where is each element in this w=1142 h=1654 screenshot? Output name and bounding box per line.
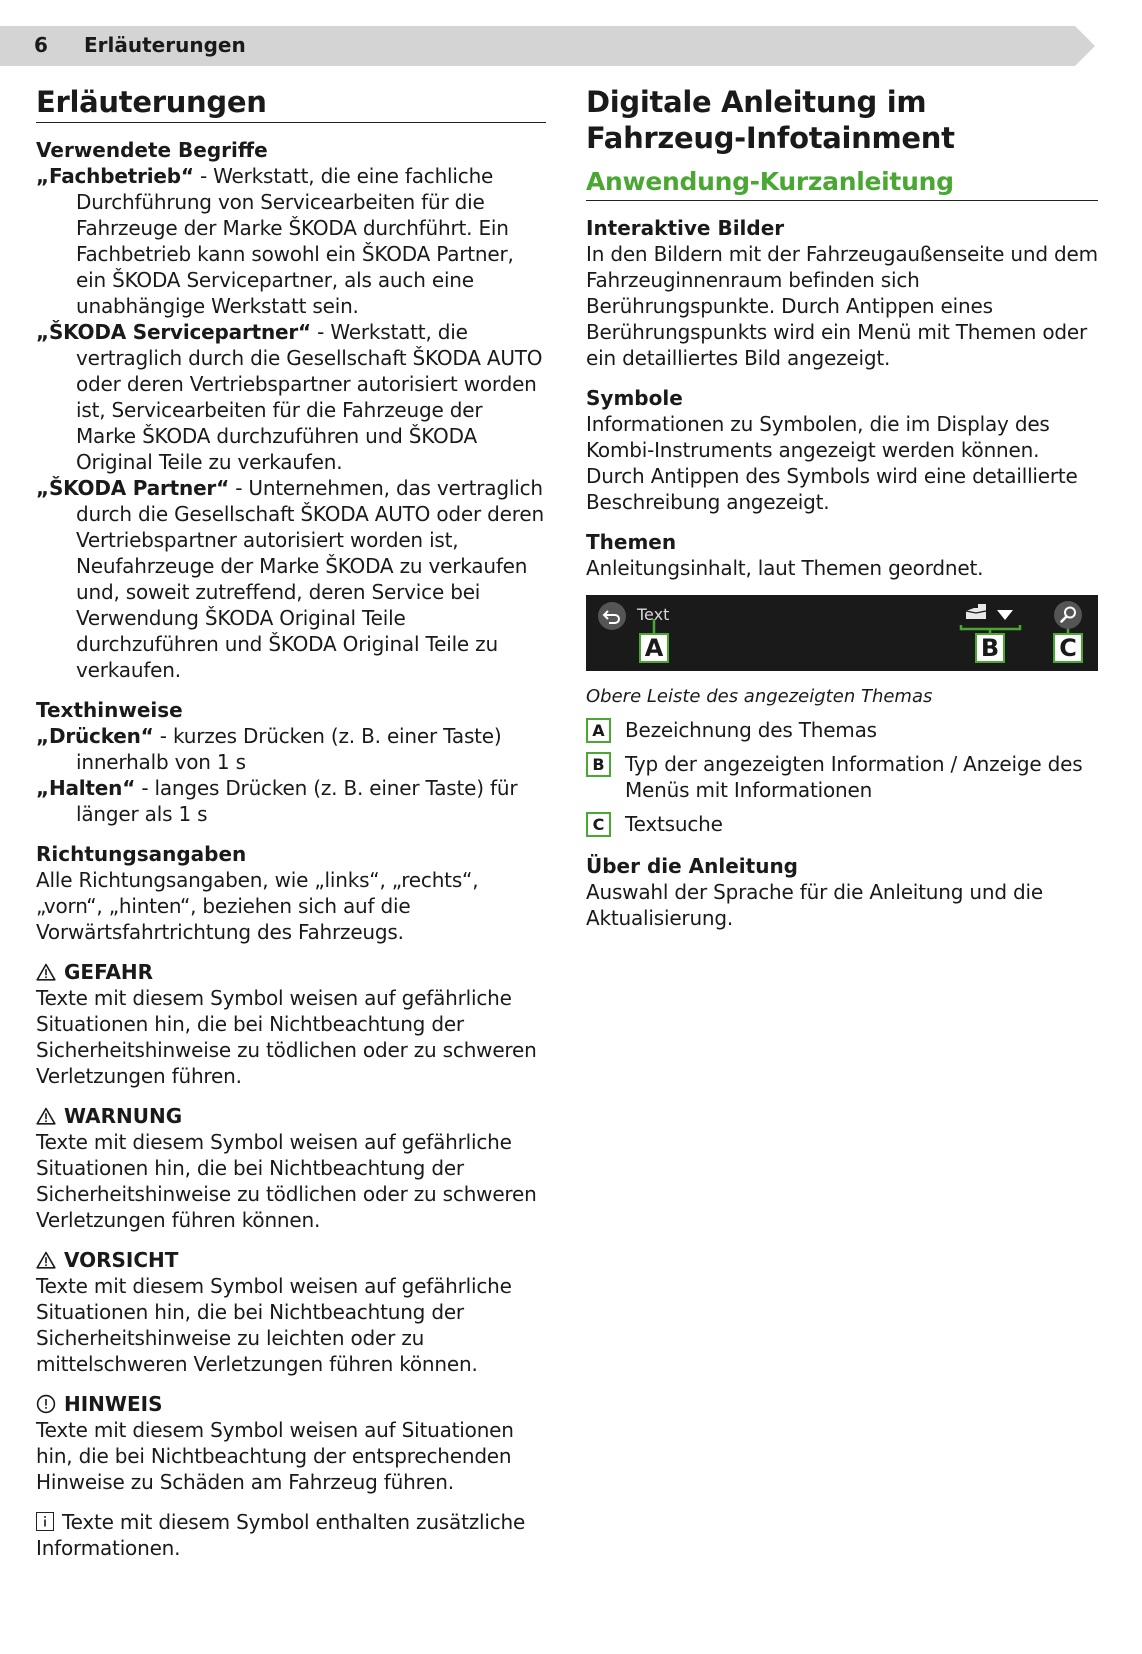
text-hints-section xyxy=(36,697,546,827)
term-text: - Werkstatt, die eine fachliche Durchführung von Servicearbeiten für die Fahrzeuge der Marke ŠKODA durchführt. Ein Fachbetrieb kann sowohl ein ŠKODA Partner, ein ŠKODA Servicepartner, als auch eine unabhängige Werkstatt sein. xyxy=(76,164,514,318)
warning-block xyxy=(36,959,546,1089)
info-type-icon xyxy=(964,603,990,623)
term-label: „ŠKODA Servicepartner“ xyxy=(36,320,311,344)
terms-heading: Verwendete Begriffe xyxy=(36,138,268,162)
running-header-title: Erläuterungen xyxy=(84,33,246,57)
marker-b: B xyxy=(975,633,1005,663)
quick-guide-subtitle: Anwendung-Kurzanleitung xyxy=(586,166,1098,201)
infotainment-top-bar-illustration xyxy=(586,595,1098,671)
digital-manual-title: Digitale Anleitung im Fahrzeug-Infotainment xyxy=(586,85,955,155)
directions-heading: Richtungsangaben xyxy=(36,842,247,866)
topics-section xyxy=(586,529,1098,581)
marker-a: A xyxy=(639,633,669,663)
term-text: - Unternehmen, das vertraglich durch die Gesellschaft ŠKODA AUTO oder deren Vertriebspartner autorisiert worden ist, Neufahrzeuge der Marke ŠKODA zu verkaufen und, soweit zutreffend, deren Service bei Verwendung ŠKODA Original Teile durchzuführen und ŠKODA Original Teile zu verkaufen. xyxy=(76,476,544,682)
notice-text: Texte mit diesem Symbol weisen auf Situationen hin, die bei Nichtbeachtung der entsprechenden Hinweise zu Schäden am Fahrzeug führen. xyxy=(36,1418,514,1494)
directions-text: Alle Richtungsangaben, wie „links“, „rechts“, „vorn“, „hinten“, beziehen sich auf die Vorwärtsfahrtrichtung des Fahrzeugs. xyxy=(36,868,479,944)
section-heading: Symbole xyxy=(586,386,683,410)
hint-label: „Drücken“ xyxy=(36,724,154,748)
legend-key-c: C xyxy=(586,812,611,837)
section-text: Anleitungsinhalt, laut Themen geordnet. xyxy=(586,556,984,580)
marker-c: C xyxy=(1053,633,1083,663)
hint-label: „Halten“ xyxy=(36,776,136,800)
info-note-text: Texte mit diesem Symbol enthalten zusätzliche Informationen. xyxy=(36,1510,526,1560)
term-label: „Fachbetrieb“ xyxy=(36,164,194,188)
term-item xyxy=(36,319,546,475)
interactive-images-section xyxy=(586,215,1098,371)
legend-text: Textsuche xyxy=(625,812,723,836)
page-number: 6 xyxy=(34,33,48,57)
warning-title-gefahr: GEFAHR xyxy=(64,960,154,984)
warning-text: Texte mit diesem Symbol weisen auf gefährliche Situationen hin, die bei Nichtbeachtung der Sicherheitshinweise zu tödlichen oder zu schweren Verletzungen führen. xyxy=(36,986,537,1088)
search-icon xyxy=(1052,599,1084,631)
hint-item xyxy=(36,723,546,775)
warning-text: Texte mit diesem Symbol weisen auf gefährliche Situationen hin, die bei Nichtbeachtung der Sicherheitshinweise zu tödlichen oder zu schweren Verletzungen führen können. xyxy=(36,1130,537,1232)
symbols-section xyxy=(586,385,1098,515)
about-text: Auswahl der Sprache für die Anleitung und die Aktualisierung. xyxy=(586,880,1043,930)
notice-circle-icon xyxy=(36,1394,56,1414)
dropdown-triangle-icon xyxy=(996,609,1014,621)
notice-block xyxy=(36,1391,546,1495)
term-item xyxy=(36,163,546,319)
hint-text: - kurzes Drücken (z. B. einer Taste) innerhalb von 1 s xyxy=(76,724,502,774)
about-heading: Über die Anleitung xyxy=(586,854,798,878)
warning-text: Texte mit diesem Symbol weisen auf gefährliche Situationen hin, die bei Nichtbeachtung der Sicherheitshinweise zu leichten oder zu mittelschweren Verletzungen führen können. xyxy=(36,1274,512,1376)
legend-text: Typ der angezeigten Information / Anzeige des Menüs mit Informationen xyxy=(625,752,1083,802)
warning-triangle-icon xyxy=(36,1107,56,1125)
hint-item xyxy=(36,775,546,827)
legend-key-a: A xyxy=(586,718,611,743)
warning-triangle-icon xyxy=(36,963,56,981)
warning-block xyxy=(36,1247,546,1377)
legend-text: Bezeichnung des Themas xyxy=(625,718,877,742)
right-column xyxy=(586,84,1098,931)
legend-item xyxy=(586,751,1098,803)
hint-text: - langes Drücken (z. B. einer Taste) für länger als 1 s xyxy=(76,776,518,826)
legend-item xyxy=(586,811,1098,837)
term-label: „ŠKODA Partner“ xyxy=(36,476,230,500)
info-box-icon xyxy=(36,1512,54,1531)
warning-block xyxy=(36,1103,546,1233)
terms-section xyxy=(36,137,546,683)
section-text: In den Bildern mit der Fahrzeugaußenseite und dem Fahrzeuginnenraum befinden sich Berührungspunkte. Durch Antippen eines Berührungspunkts wird ein Menü mit Themen oder ein detailliertes Bild angezeigt. xyxy=(586,242,1098,370)
notice-title-hinweis: HINWEIS xyxy=(64,1392,163,1416)
warning-title-vorsicht: VORSICHT xyxy=(64,1248,179,1272)
term-text: - Werkstatt, die vertraglich durch die Gesellschaft ŠKODA AUTO oder deren Vertriebspartner autorisiert worden ist, Servicearbeiten für die Fahrzeuge der Marke ŠKODA durchzuführen und ŠKODA Original Teile zu verkaufen. xyxy=(76,320,543,474)
about-section xyxy=(586,853,1098,931)
legend-item xyxy=(586,717,1098,743)
figure-caption: Obere Leiste des angezeigten Themas xyxy=(586,686,933,707)
term-item xyxy=(36,475,546,683)
warning-triangle-icon xyxy=(36,1251,56,1269)
section-heading: Themen xyxy=(586,530,677,554)
legend-key-b: B xyxy=(586,752,611,777)
text-hints-heading: Texthinweise xyxy=(36,698,183,722)
left-column xyxy=(36,84,546,1561)
info-note xyxy=(36,1509,546,1561)
section-title: Erläuterungen xyxy=(36,84,546,123)
screen-title-text: Text xyxy=(637,605,670,624)
section-heading: Interaktive Bilder xyxy=(586,216,785,240)
warning-title-warnung: WARNUNG xyxy=(64,1104,183,1128)
section-text: Informationen zu Symbolen, die im Display des Kombi-Instruments angezeigt werden können. Durch Antippen des Symbols wird eine detaillierte Beschreibung angezeigt. xyxy=(586,412,1078,514)
directions-section xyxy=(36,841,546,945)
